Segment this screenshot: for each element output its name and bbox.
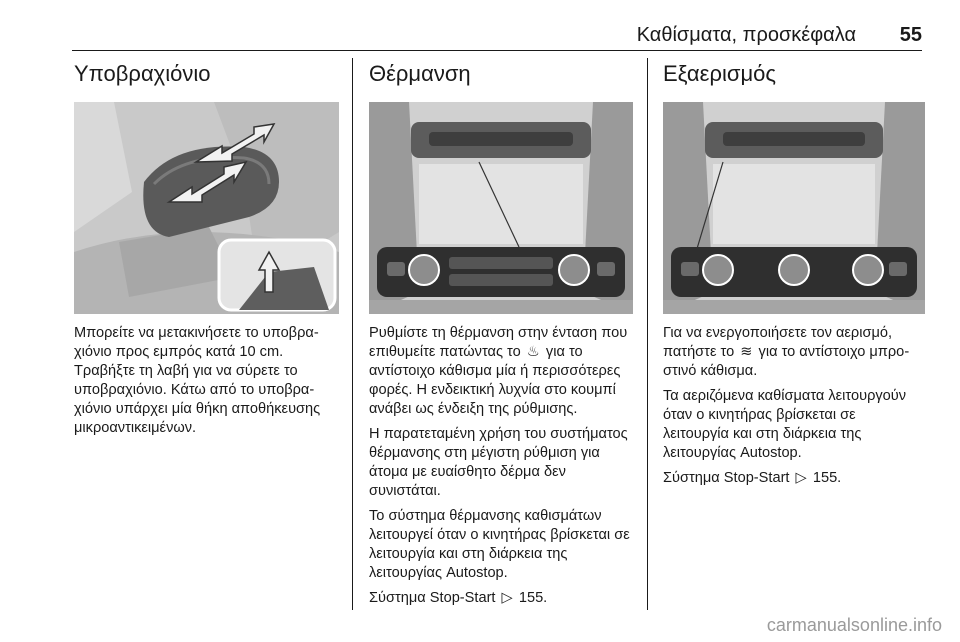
paragraph-text: Σύστημα Stop-Start: [663, 470, 794, 486]
paragraph: Η παρατεταμένη χρήση του συστήματος θέρμανσης στη μέγιστη ρύθμιση για άτομα με ευαίσθητο δέρμα δεν συνιστάται.: [369, 426, 628, 499]
paragraph-text: Για να ενεργοποιήσετε τον αερισμό, πατήστε το: [663, 325, 893, 360]
page-reference-icon: ▷: [795, 470, 807, 486]
section-title: Υποβραχιόνιο: [74, 61, 211, 86]
page-number: 55: [899, 24, 922, 46]
column-divider-1: [352, 58, 353, 610]
paragraph: [663, 469, 925, 488]
watermark: carmanualsonline.info: [766, 615, 942, 635]
seat-ventilation-icon: ≋: [740, 344, 753, 360]
section-ventilation: [663, 58, 925, 494]
paragraph-text: για το αντίστοιχο κάθισμα μία ή περισσότερες φορές. Η ενδεικτική λυχνία στο κουμπί ανάβει ως ένδειξη της ρύθμισης.: [369, 344, 621, 417]
paragraph-text: για το αντίστοιχο μπροστινό κάθισμα.: [663, 344, 910, 379]
column-divider-2: [647, 58, 648, 610]
paragraph-text: Ρυθμίστε τη θέρμανση στην ένταση που επιθυμείτε πατώντας το: [369, 325, 628, 360]
section-title: Εξαερισμός: [663, 61, 776, 86]
ventilation-controls-illustration: [663, 102, 925, 314]
paragraph-text: Σύστημα Stop-Start: [369, 590, 500, 606]
paragraph: Μπορείτε να μετακινήσετε το υποβραχιόνιο προς εμπρός κατά 10 cm. Τραβήξτε τη λαβή για να σύρετε το υποβραχιόνιο. Κάτω από το υποβραχιόνιο υπάρχει μία θήκη αποθήκευσης μικροαντικειμένων.: [74, 325, 321, 436]
header-rule: [72, 50, 922, 51]
section-title: Θέρμανση: [369, 61, 471, 86]
seat-heating-icon: ♨: [526, 344, 540, 360]
paragraph-text: 155.: [514, 590, 548, 606]
section-armrest: [74, 58, 339, 444]
paragraph: [663, 324, 925, 381]
section-heating: [369, 58, 633, 614]
paragraph: [369, 589, 633, 608]
paragraph: Το σύστημα θέρμανσης καθισμάτων λειτουργεί όταν ο κινητήρας βρίσκεται σε λειτουργία και στη διάρκεια της λειτουργίας Autostop.: [369, 508, 630, 581]
paragraph-text: 155.: [808, 470, 842, 486]
page-header-title: Καθίσματα, προσκέφαλα: [636, 24, 856, 46]
armrest-illustration: [74, 102, 339, 314]
paragraph: Τα αεριζόμενα καθίσματα λειτουργούν όταν ο κινητήρας βρίσκεται σε λειτουργία και στη διάρκεια της λειτουργίας Autostop.: [663, 388, 907, 461]
heating-controls-illustration: [369, 102, 633, 314]
paragraph: [369, 324, 633, 419]
page-reference-icon: ▷: [501, 590, 513, 606]
